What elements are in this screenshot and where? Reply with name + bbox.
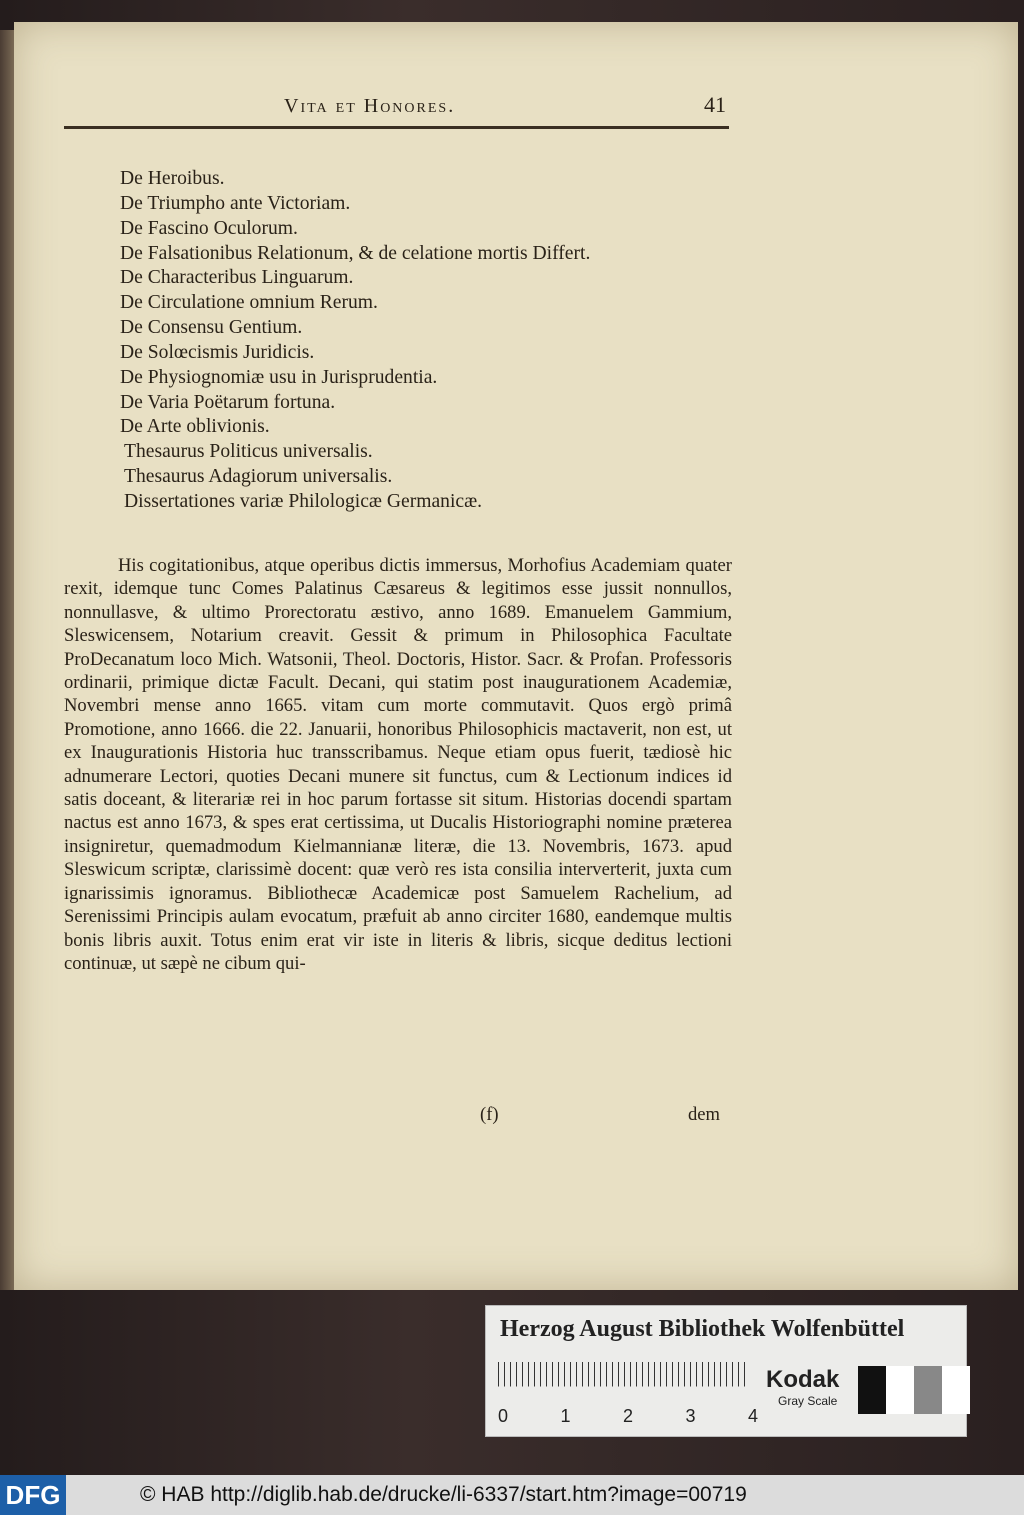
gray-swatch	[886, 1366, 914, 1414]
color-calibration-bar	[485, 1305, 967, 1437]
list-item: De Circulatione omnium Rerum.	[120, 292, 378, 314]
gray-swatches	[858, 1366, 970, 1414]
ruler-number: 3	[685, 1406, 696, 1426]
gray-swatch	[914, 1366, 942, 1414]
list-item: Thesaurus Politicus universalis.	[124, 441, 373, 463]
gray-swatch	[942, 1366, 970, 1414]
list-item: De Falsationibus Relationum, & de celatione mortis Differt.	[120, 242, 591, 264]
body-paragraph: His cogitationibus, atque operibus dictis immersus, Morhofius Academiam quater rexit, idemque tunc Comes Palatinus Cæsareus & legitimos esse jussit nonnullos, nonnullasve, & ultimo Prorectoratu æstivo, anno 1689. Emanuelem Gammium, Sleswicensem, Notarium creavit. Gessit & primum in Philosophica Facultate ProDecanatum loco Mich. Watsonii, Theol. Doctoris, Histor. Sacr. & Profan. Professoris ordinarii, primique dictæ Facult. Decani, qui statim post inaugurationem Academiæ, Novembri mense anno 1665. vitam cum morte commutavit. Quos ergò primâ Promotione, anno 1666. die 22. Januarii, honoribus Philosophicis mactaverit, non est, ut ex Inaugurationis Historia huc transscribamus. Neque etiam opus fuerit, tædiosè hic adnumerare Lectori, quoties Decani munere sit functus, cum & Lectionum indices id satis doceant, & literariæ rei in hoc parum fortasse sit situm. Historias docendi spartam nactus est anno 1673, & spes erat certissima, ut Ducalis Historiographi nomine præterea insigniretur, quemadmodum Kielmannianæ literæ, die 13. Novembris, 1673. apud Sleswicum scriptæ, clarissimè docent: quæ verò res ista consilia interverterit, juxta cum ignarissimis ignoramus. Bibliothecæ Academicæ post Samuelem Rachelium, ad Serenissimi Principis aulam evocatum, præfuit ab anno circiter 1680, eandemque multis bonis libris auxit. Totus enim erat vir iste in literis & libris, sicque deditus lectioni continuæ, ut sæpè ne cibum qui-	[64, 555, 732, 974]
list-item: De Fascino Oculorum.	[120, 217, 298, 239]
list-item: De Triumpho ante Victoriam.	[120, 192, 351, 214]
list-item: De Arte oblivionis.	[120, 416, 270, 438]
scale-ruler	[498, 1362, 748, 1403]
copyright-link[interactable]: © HAB http://diglib.hab.de/drucke/li-6337/start.htm?image=00719	[140, 1483, 747, 1506]
kodak-logo: Kodak	[766, 1366, 840, 1393]
footer-bar	[0, 1475, 1024, 1515]
ruler-number: 0	[498, 1406, 509, 1426]
title-list	[120, 167, 590, 515]
list-item: Thesaurus Adagiorum universalis.	[124, 466, 393, 488]
page-number: 41	[704, 92, 726, 117]
list-item: De Heroibus.	[120, 168, 225, 189]
list-item: De Varia Poëtarum fortuna.	[120, 391, 336, 413]
library-name: Herzog August Bibliothek Wolfenbüttel	[500, 1316, 905, 1342]
ruler-number: 2	[622, 1406, 633, 1426]
page-text-block	[64, 22, 754, 1290]
list-item: Dissertationes variæ Philologicæ Germanicæ.	[124, 490, 483, 512]
list-item: De Physiognomiæ usu in Jurisprudentia.	[120, 366, 438, 388]
header-rule	[64, 126, 729, 129]
ruler-number: 1	[560, 1406, 571, 1426]
list-item: De Characteribus Linguarum.	[120, 267, 354, 289]
catchword: dem	[688, 1104, 721, 1125]
grayscale-label: Gray Scale	[778, 1394, 838, 1408]
dfg-logo: DFG	[0, 1475, 66, 1515]
list-item: De Solœcismis Juridicis.	[120, 341, 315, 363]
signature-mark: (f)	[480, 1104, 499, 1125]
ruler-numbers	[498, 1406, 758, 1427]
previous-page-edge	[0, 30, 14, 1290]
list-item: De Consensu Gentium.	[120, 317, 303, 339]
book-page	[14, 22, 1018, 1290]
gray-swatch	[858, 1366, 886, 1414]
ruler-number: 4	[747, 1406, 758, 1426]
running-head: Vita et Honores.	[284, 95, 456, 117]
